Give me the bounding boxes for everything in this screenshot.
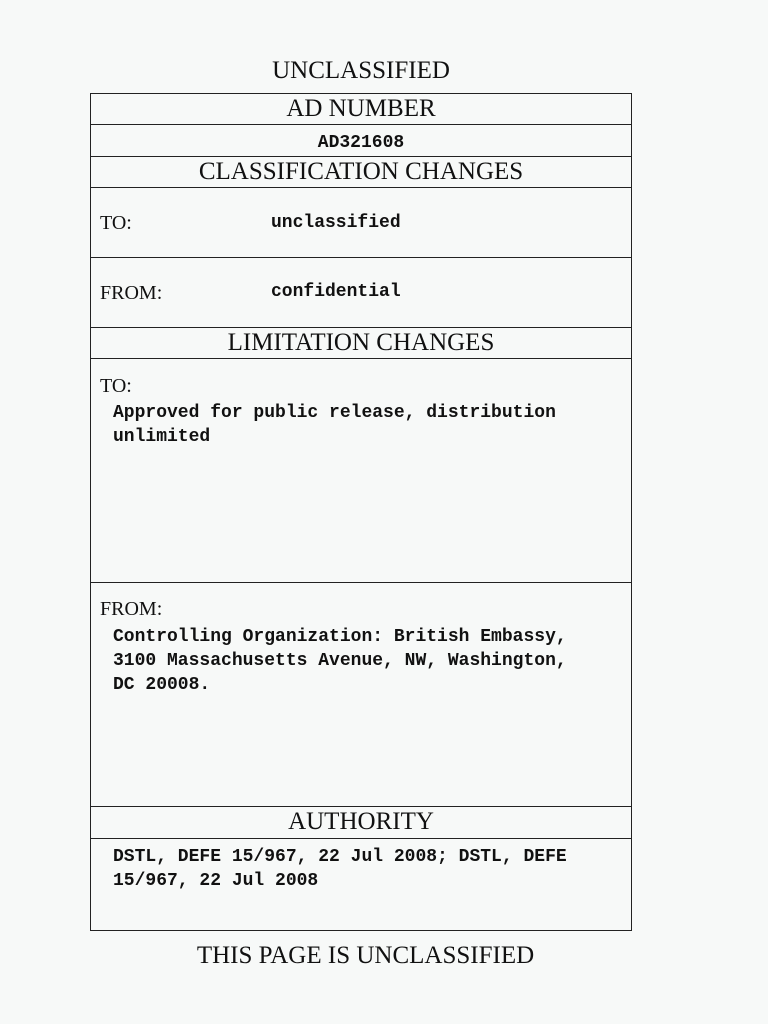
ad-number-value-row (91, 125, 631, 157)
authority-title: AUTHORITY (288, 808, 434, 835)
authority-text: DSTL, DEFE 15/967, 22 Jul 2008; DSTL, DEFE 15/967, 22 Jul 2008 (113, 847, 567, 891)
limitation-to-label: TO: (100, 375, 132, 397)
limitation-changes-title: LIMITATION CHANGES (227, 329, 495, 356)
ad-number-form (90, 93, 632, 931)
ad-number-header-row (91, 94, 631, 125)
limitation-from-row (91, 583, 631, 807)
top-classification-label: UNCLASSIFIED (272, 57, 450, 84)
classification-to-row (91, 188, 631, 258)
classification-changes-title: CLASSIFICATION CHANGES (198, 158, 524, 185)
classification-changes-header-row (91, 157, 631, 188)
limitation-changes-header-row (91, 328, 631, 359)
classification-from-row (91, 258, 631, 328)
limitation-from-label: FROM: (100, 598, 163, 620)
classification-to-value: unclassified (271, 213, 401, 233)
classification-from-label: FROM: (100, 282, 163, 304)
classification-to-label: TO: (100, 212, 132, 234)
limitation-from-text: Controlling Organization: British Embassy, 3100 Massachusetts Avenue, NW, Washington, DC 20008. (113, 627, 567, 695)
limitation-to-row (91, 359, 631, 583)
bottom-classification-label: THIS PAGE IS UNCLASSIFIED (196, 942, 535, 969)
ad-number-value: AD321608 (317, 133, 405, 153)
authority-value-row (91, 839, 631, 932)
ad-number-title: AD NUMBER (286, 95, 436, 122)
classification-from-value: confidential (271, 282, 401, 302)
authority-header-row (91, 807, 631, 839)
limitation-to-text: Approved for public release, distribution unlimited (113, 403, 556, 447)
